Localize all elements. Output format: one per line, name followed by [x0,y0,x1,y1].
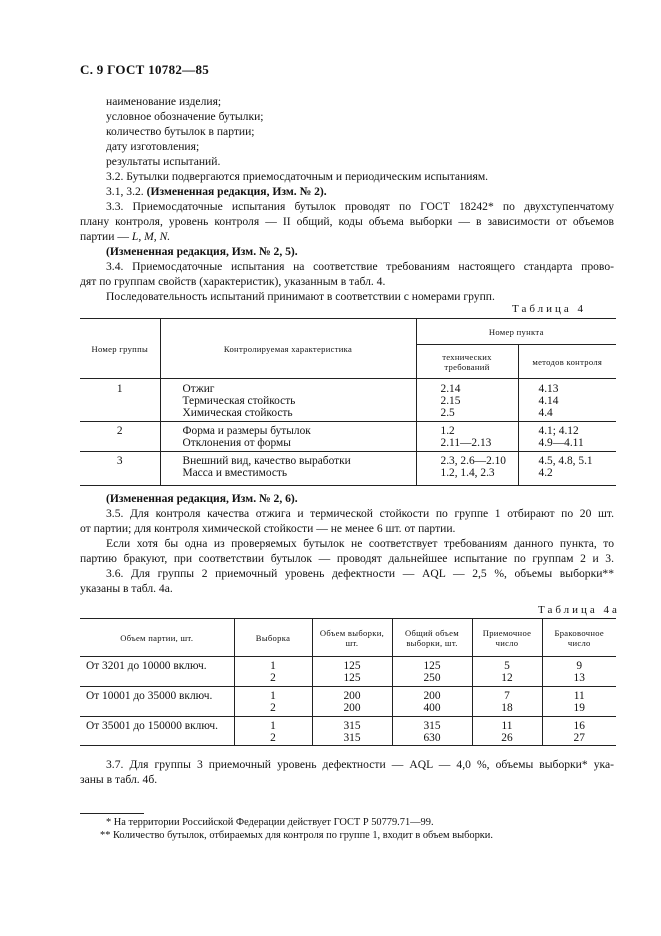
cell-value: 19 [573,702,585,714]
col-header-lot-size: Объем партии, шт. [80,619,234,657]
characteristics [160,452,416,486]
table-row [80,422,616,452]
lot-size: От 10001 до 35000 включ. [80,687,234,717]
characteristics [160,422,416,452]
table-row [80,379,616,422]
paragraph-3-5-line: Если хотя бы одна из проверяемых бутылок не соответствует требованиям данного пункта, то [106,537,614,550]
col-header-total-sample-size: Общий объем выборки, шт. [392,619,472,657]
table-row [80,717,616,746]
edition-note: (Измененная редакция, Изм. № 2, 6). [106,492,298,505]
table-4a [80,618,616,746]
list-item: дату изготовления; [106,140,200,153]
characteristic: Форма и размеры бутылок [182,425,311,437]
characteristic: Отклонения от формы [182,437,291,449]
paragraph-3-1-3-2 [106,184,327,199]
paragraph-3-5-line: от партии; для контроля химической стойкости — не менее 6 шт. от партии. [80,522,456,535]
characteristic: Масса и вместимость [182,467,288,479]
cell-value: 400 [423,702,441,714]
paragraph-3-4-line: дят по группам свойств (характеристик), указанным в табл. 4. [80,275,386,288]
acceptance-number [472,687,542,717]
cell-value: 1 [270,720,276,732]
cell-value: 315 [343,732,361,744]
paragraph-3-6-line: 3.6. Для группы 2 приемочный уровень дефектности — AQL — 2,5 %, объемы выборки** [106,567,614,580]
sample-size [312,717,392,746]
sample-number [234,687,312,717]
list-item: количество бутылок в партии; [106,125,255,138]
cell-value: 18 [501,702,513,714]
cell-value: 200 [423,690,441,702]
rejection-number [542,687,616,717]
table-4 [80,318,616,486]
clause-ref: 2.5 [440,407,455,419]
cell-value: 630 [423,732,441,744]
cell-value: 12 [501,672,513,684]
cell-value: 5 [504,660,510,672]
characteristics [160,379,416,422]
rejection-number [542,657,616,687]
characteristic: Внешний вид, качество выработки [182,455,351,467]
table-row [80,452,616,486]
characteristic: Химическая стойкость [182,407,293,419]
clause-ref: 4.5, 4.8, 5.1 [538,455,593,467]
cell-value: 200 [343,690,361,702]
cell-value: 27 [573,732,585,744]
cell-value: 16 [573,720,585,732]
paragraph-3-7-line: 3.7. Для группы 3 приемочный уровень дефектности — AQL — 4,0 %, объемы выборки* ука- [106,758,614,771]
cell-value: 2 [270,732,276,744]
paragraph-3-5-line: партию бракуют, при соответствии бутылок — проводят дальнейшее испытание по группам 2 и 3. [80,552,614,565]
col-header-acceptance-number: Приемочное число [472,619,542,657]
footnote-2: ** Количество бутылок, отбираемых для контроля по группе 1, входит в объем выборки. [100,830,493,841]
edition-note: (Измененная редакция, Изм. № 2, 5). [106,245,298,258]
acceptance-number [472,657,542,687]
footnote-1: * На территории Российской Федерации действует ГОСТ Р 50779.71—99. [106,817,434,828]
cell-value: 13 [573,672,585,684]
method-refs [518,422,616,452]
cell-value: 9 [576,660,583,672]
paragraph-3-5-line: 3.5. Для контроля качества отжига и термической стойкости по группе 1 отбирают по 20 шт. [106,507,614,520]
sample-number [234,717,312,746]
cell-value: 315 [343,720,361,732]
clause-ref: 4.9—4.11 [538,437,584,449]
cell-value: 2 [270,702,276,714]
clause-ref: 2.11—2.13 [440,437,492,449]
table-row [80,687,616,717]
clause-ref: 1.2, 1.4, 2.3 [440,467,495,479]
characteristic: Термическая стойкость [182,395,296,407]
total-sample-size [392,657,472,687]
table-row [80,657,616,687]
total-sample-size [392,717,472,746]
clause-ref: 4.4 [538,407,553,419]
clause-ref: 4.2 [538,467,553,479]
col-header-control-methods: методов контроля [518,345,616,379]
clause-ref: 2.14 [440,383,461,395]
cell-value: 7 [504,690,510,702]
paragraph-3-4-line: Последовательность испытаний принимают в соответствии с номерами групп. [106,290,495,303]
paragraph-3-7-line: заны в табл. 4б. [80,773,158,786]
cell-value: 200 [343,702,361,714]
paragraph-3-4-line: 3.4. Приемосдаточные испытания на соответствие требованиям настоящего стандарта прово- [106,260,614,273]
cell-value: 26 [501,732,513,744]
col-header-rejection-number: Браковочное число [542,619,616,657]
cell-value: 11 [573,690,585,702]
characteristic: Отжиг [182,383,215,395]
sample-size [312,687,392,717]
cell-value: 315 [423,720,441,732]
cell-value: 1 [270,660,276,672]
clause-ref: 1.2 [440,425,455,437]
tech-req-refs [416,452,518,486]
group-number: 1 [80,379,160,422]
list-item: условное обозначение бутылки; [106,110,264,123]
total-sample-size [392,687,472,717]
edition-note: (Измененная редакция, Изм. № 2). [146,185,327,198]
rejection-number [542,717,616,746]
cell-value: 125 [423,660,441,672]
method-refs [518,452,616,486]
sample-size [312,657,392,687]
footnote-separator [80,813,144,814]
list-item: наименование изделия; [106,95,222,108]
cell-value: 11 [501,720,513,732]
clause-ref: 4.13 [538,383,559,395]
method-refs [518,379,616,422]
paragraph-3-3-line [80,229,170,244]
cell-value: 2 [270,672,276,684]
acceptance-number [472,717,542,746]
list-item: результаты испытаний. [106,155,221,168]
paragraph-3-3-line: 3.3. Приемосдаточные испытания бутылок проводят по ГОСТ 18242* по двухступенчатому [106,200,614,213]
clause-ref: 2.15 [440,395,461,407]
lot-size: От 35001 до 150000 включ. [80,717,234,746]
table-4a-caption: Таблица 4а [538,604,620,616]
cell-value: 125 [343,660,361,672]
lot-size: От 3201 до 10000 включ. [80,657,234,687]
col-header-group: Номер группы [80,319,160,379]
page-header: С. 9 ГОСТ 10782—85 [80,62,210,77]
tech-req-refs [416,422,518,452]
col-header-technical-req: технических требований [416,345,518,379]
group-number: 2 [80,422,160,452]
cell-value: 125 [343,672,361,684]
clause-ref: 4.1; 4.12 [538,425,579,437]
text-fragment: партии — [80,230,132,243]
cell-value: 250 [423,672,441,684]
paragraph-3-2: 3.2. Бутылки подвергаются приемосдаточным и периодическим испытаниям. [106,170,489,183]
paragraph-3-6-line: указаны в табл. 4а. [80,582,173,595]
sample-codes: L, M, N. [131,230,171,243]
col-header-item-number: Номер пункта [416,319,616,345]
clause-ref: 4.14 [538,395,559,407]
table-4-caption: Таблица 4 [512,303,587,315]
clause-ref: 2.3, 2.6—2.10 [440,455,506,467]
group-number: 3 [80,452,160,486]
col-header-characteristic: Контролируемая характеристика [160,319,416,379]
tech-req-refs [416,379,518,422]
sample-number [234,657,312,687]
col-header-sample: Выборка [234,619,312,657]
clause-numbers: 3.1, 3.2. [106,185,144,198]
col-header-sample-size: Объем выборки, шт. [312,619,392,657]
paragraph-3-3-line: плану контроля, уровень контроля — II общий, коды объема выборки — в зависимости от объемов [80,215,614,228]
cell-value: 1 [270,690,276,702]
